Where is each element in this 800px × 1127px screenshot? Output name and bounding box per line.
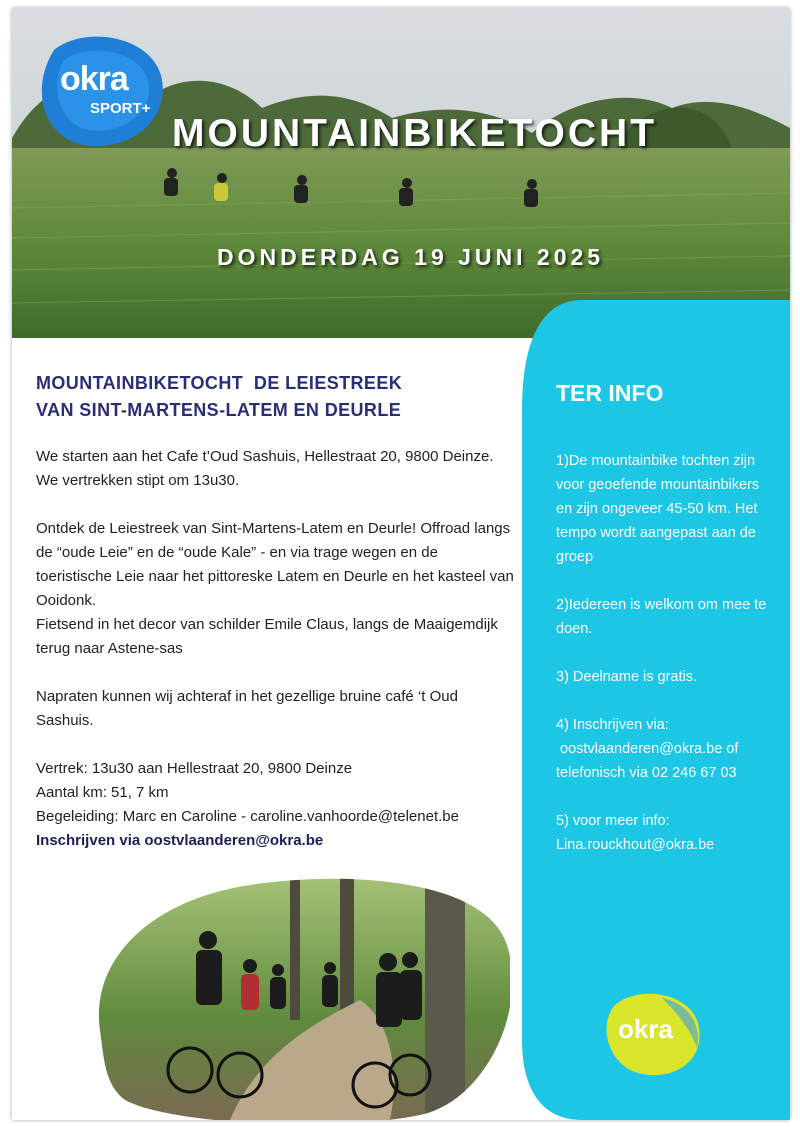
- info-item-2: 2)Iedereen is welkom om mee te doen.: [556, 597, 767, 637]
- hero-photo: [12, 8, 790, 338]
- start-paragraph: We starten aan het Cafe t’Oud Sashuis, Hellestraat 20, 9800 Deinze. We vertrekken stipt om 13u30.: [36, 448, 494, 489]
- okra-logo-text: okra: [60, 60, 128, 98]
- hero-date: DONDERDAG 19 JUNI 2025: [217, 244, 605, 270]
- event-description: [36, 445, 514, 853]
- info-list: [556, 449, 770, 857]
- distance-line: Aantal km: 51, 7 km: [36, 784, 169, 801]
- route-paragraph: Ontdek de Leiestreek van Sint-Martens-Latem en Deurle! Offroad langs de “oude Leie” en de “oude Kale” - en via trage wegen en de toeristische Leie naar het pittoreske Latem en Deurle en het kasteel van Ooidonk.: [36, 520, 514, 609]
- registration-line: Inschrijven via oostvlaanderen@okra.be: [36, 832, 324, 849]
- info-item-4-label: 4) Inschrijven via:: [556, 717, 669, 733]
- flyer-page: [12, 8, 790, 1120]
- info-item-4-contact: oostvlaanderen@okra.be of telefonisch via 02 246 67 03: [556, 741, 743, 781]
- okra-logo-text-bottom: okra: [618, 1014, 673, 1044]
- info-heading: TER INFO: [556, 380, 664, 406]
- info-item-4: [556, 713, 770, 785]
- cyclists-forest-photo: [90, 870, 510, 1120]
- info-item-3: 3) Deelname is gratis.: [556, 669, 698, 685]
- hero-title: MOUNTAINBIKETOCHT: [172, 112, 658, 155]
- event-title-line1: MOUNTAINBIKETOCHT DE LEIESTREEK: [36, 373, 403, 393]
- event-title: [36, 370, 506, 424]
- okra-logo: [602, 988, 702, 1078]
- sport-logo-text: SPORT+: [90, 100, 151, 117]
- info-item-5: [556, 809, 770, 857]
- okra-sport-logo: [34, 30, 166, 150]
- departure-line: Vertrek: 13u30 aan Hellestraat 20, 9800 Deinze: [36, 760, 353, 777]
- info-item-1: 1)De mountainbike tochten zijn voor geoefende mountainbikers en zijn ongeveer 45-50 km. Het tempo wordt aangepast aan de groep: [556, 453, 760, 565]
- info-item-5-label: 5) voor meer info:: [556, 813, 670, 829]
- afterwards-paragraph: Napraten kunnen wij achteraf in het gezellige bruine café ‘t Oud Sashuis.: [36, 688, 458, 729]
- info-item-5-email: Lina.rouckhout@okra.be: [556, 837, 715, 853]
- painter-paragraph: Fietsend in het decor van schilder Emile Claus, langs de Maaigemdijk terug naar Astene-sas: [36, 616, 498, 657]
- event-title-line2: VAN SINT-MARTENS-LATEM EN DEURLE: [36, 400, 402, 420]
- guides-line: Begeleiding: Marc en Caroline - caroline.vanhoorde@telenet.be: [36, 808, 459, 825]
